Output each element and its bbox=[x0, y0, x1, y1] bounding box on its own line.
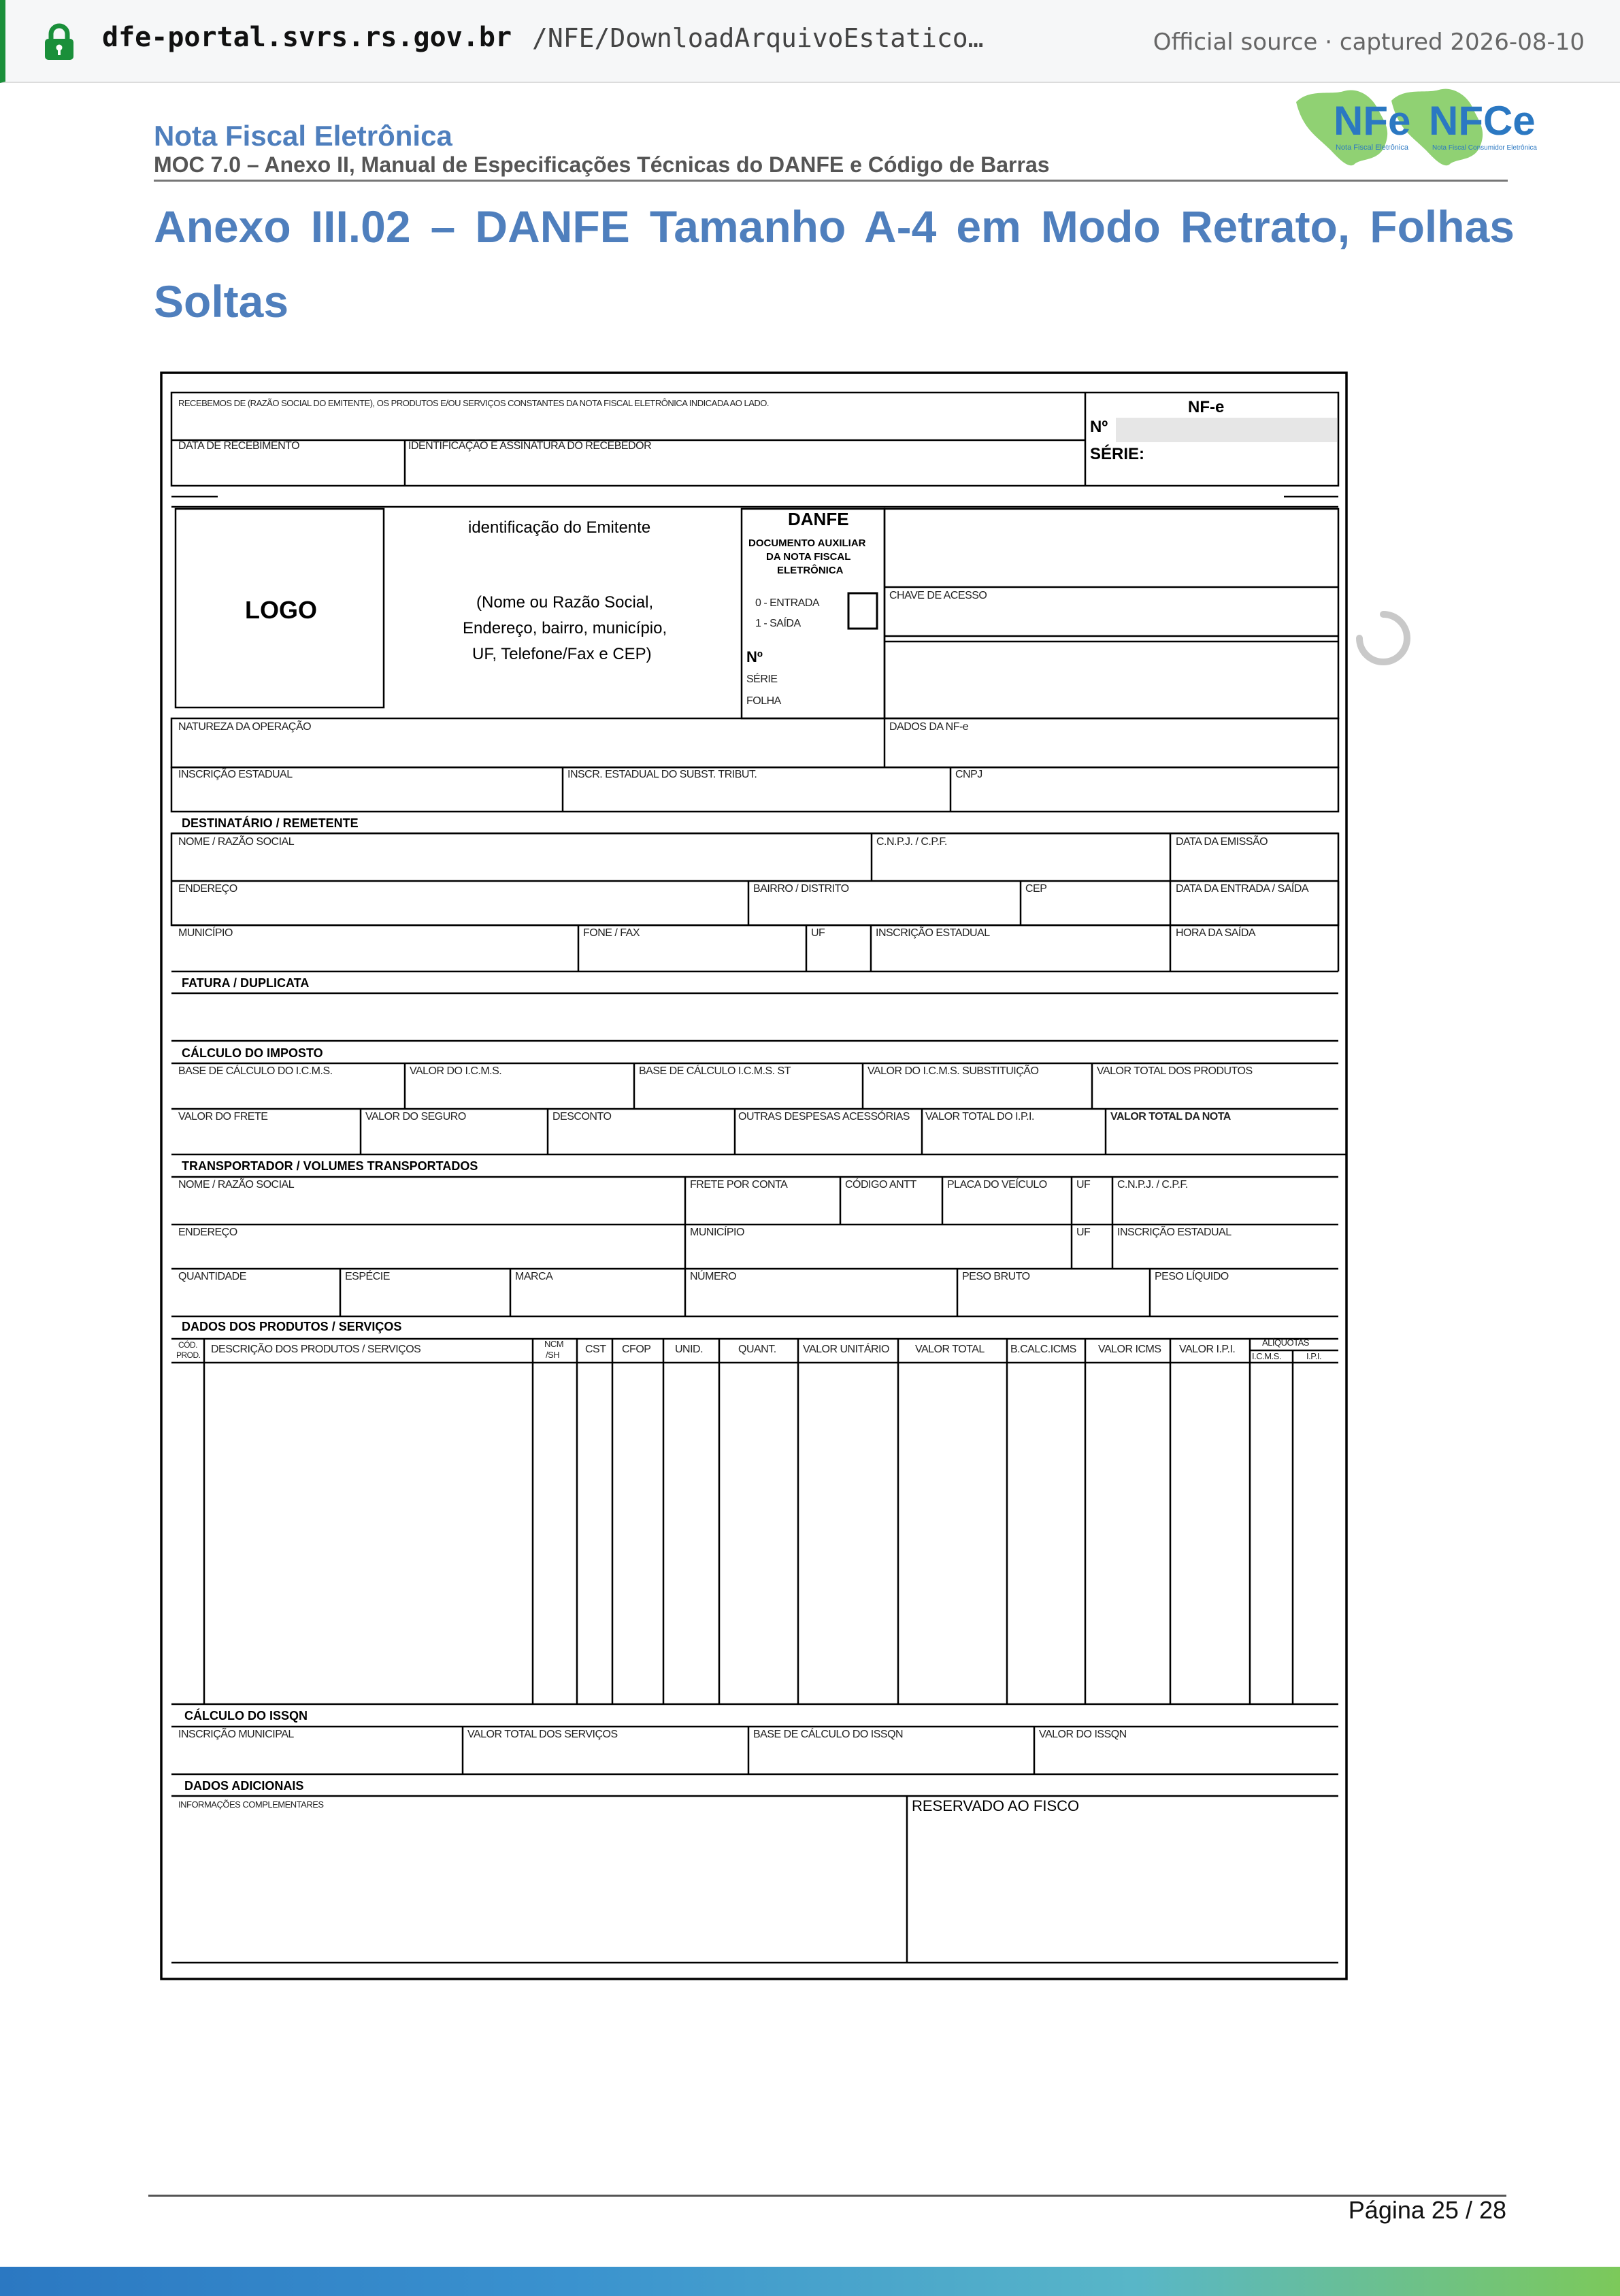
transp-placa: PLACA DO VEÍCULO bbox=[947, 1179, 1047, 1191]
transp-inscricao: INSCRIÇÃO ESTADUAL bbox=[1117, 1227, 1231, 1238]
dest-municipio-label: MUNICÍPIO bbox=[178, 927, 233, 939]
canhoto-data-recebimento: DATA DE RECEBIMENTO bbox=[178, 440, 300, 452]
emitente-detalhe-3: UF, Telefone/Fax e CEP) bbox=[472, 645, 652, 663]
emitente-logo-placeholder: LOGO bbox=[245, 596, 317, 624]
dest-cnpj-label: C.N.P.J. / C.P.F. bbox=[876, 836, 947, 848]
transp-endereco: ENDEREÇO bbox=[178, 1227, 237, 1238]
transp-numero: NÚMERO bbox=[690, 1271, 737, 1282]
page-number: Página 25 / 28 bbox=[1348, 2196, 1506, 2224]
danfe-folha: FOLHA bbox=[746, 695, 781, 707]
transp-quantidade: QUANTIDADE bbox=[178, 1271, 246, 1282]
adicionais-info-complementares: INFORMAÇÕES COMPLEMENTARES bbox=[178, 1799, 324, 1810]
adicionais-reservado-fisco: RESERVADO AO FISCO bbox=[912, 1797, 1080, 1814]
transp-uf-2: UF bbox=[1076, 1227, 1091, 1238]
transp-frete-conta: FRETE POR CONTA bbox=[690, 1179, 788, 1191]
inscricao-estadual-label: INSCRIÇÃO ESTADUAL bbox=[178, 769, 293, 780]
transp-nome: NOME / RAZÃO SOCIAL bbox=[178, 1179, 295, 1191]
logo-nfe-small: Nota Fiscal Eletrônica bbox=[1336, 144, 1408, 152]
transp-cnpj: C.N.P.J. / C.P.F. bbox=[1117, 1179, 1188, 1191]
canhoto-serie-label: SÉRIE: bbox=[1090, 445, 1145, 463]
emitente-detalhe-2: Endereço, bairro, município, bbox=[463, 619, 667, 637]
emitente-identificacao: identificação do Emitente bbox=[468, 518, 651, 537]
doc-title: Nota Fiscal Eletrônica bbox=[154, 120, 452, 152]
prod-col-valor-ipi: VALOR I.P.I. bbox=[1179, 1344, 1236, 1355]
canhoto-recebemos: RECEBEMOS DE (RAZÃO SOCIAL DO EMITENTE), OS PRODUTOS E/OU SERVIÇOS CONSTANTES DA NOTA FISCAL ELETRÔNICA INDICADA AO LADO. bbox=[178, 398, 769, 408]
imposto-base-icms: BASE DE CÁLCULO DO I.C.M.S. bbox=[178, 1065, 333, 1077]
insc-subst-label: INSCR. ESTADUAL DO SUBST. TRIBUT. bbox=[567, 769, 757, 780]
imposto-valor-icms: VALOR DO I.C.M.S. bbox=[410, 1065, 502, 1077]
dest-uf-label: UF bbox=[811, 927, 825, 939]
dest-nome-label: NOME / RAZÃO SOCIAL bbox=[178, 836, 295, 848]
imposto-valor-total-ipi: VALOR TOTAL DO I.P.I. bbox=[925, 1111, 1034, 1122]
transp-especie: ESPÉCIE bbox=[345, 1271, 390, 1282]
url-domain[interactable]: dfe-portal.svrs.rs.gov.br bbox=[102, 22, 512, 53]
transp-codigo-antt: CÓDIGO ANTT bbox=[845, 1179, 916, 1191]
prod-col-aliq-icms: I.C.M.S. bbox=[1252, 1351, 1281, 1361]
official-source-note: Official source · captured 2026-08-10 bbox=[1153, 29, 1585, 56]
imposto-valor-seguro: VALOR DO SEGURO bbox=[365, 1111, 466, 1122]
prod-col-aliquotas: ALÍQUOTAS bbox=[1262, 1337, 1309, 1348]
dest-endereco-label: ENDEREÇO bbox=[178, 883, 237, 895]
imposto-valor-frete: VALOR DO FRETE bbox=[178, 1111, 268, 1122]
danfe-sub-3: ELETRÔNICA bbox=[777, 565, 844, 576]
canhoto-numero-label: Nº bbox=[1090, 418, 1108, 436]
calculo-imposto-section: CÁLCULO DO IMPOSTO bbox=[182, 1046, 323, 1060]
logo-nfce-small: Nota Fiscal Consumidor Eletrônica bbox=[1432, 144, 1537, 152]
dest-inscricao-label: INSCRIÇÃO ESTADUAL bbox=[876, 927, 990, 939]
prod-col-valor-total: VALOR TOTAL bbox=[915, 1344, 985, 1355]
prod-col-valor-unitario: VALOR UNITÁRIO bbox=[803, 1344, 889, 1355]
transportador-section: TRANSPORTADOR / VOLUMES TRANSPORTADOS bbox=[182, 1159, 478, 1173]
imposto-outras-despesas: OUTRAS DESPESAS ACESSÓRIAS bbox=[738, 1111, 910, 1122]
transp-peso-bruto: PESO BRUTO bbox=[962, 1271, 1030, 1282]
dest-hora-saida-label: HORA DA SAÍDA bbox=[1176, 927, 1256, 939]
natureza-operacao-label: NATUREZA DA OPERAÇÃO bbox=[178, 721, 312, 733]
prod-col-cst: CST bbox=[585, 1344, 606, 1355]
imposto-base-icms-st: BASE DE CÁLCULO I.C.M.S. ST bbox=[639, 1065, 791, 1077]
danfe-sub-2: DA NOTA FISCAL bbox=[766, 551, 851, 563]
loading-spinner-icon bbox=[1354, 609, 1412, 667]
imposto-desconto: DESCONTO bbox=[552, 1111, 612, 1122]
canhoto-nfe-title: NF-e bbox=[1188, 398, 1225, 416]
danfe-title: DANFE bbox=[788, 509, 849, 529]
cnpj-label: CNPJ bbox=[955, 769, 982, 780]
danfe-numero: Nº bbox=[746, 648, 763, 665]
prod-col-cfop: CFOP bbox=[622, 1344, 651, 1355]
dest-fone-label: FONE / FAX bbox=[583, 927, 640, 939]
prod-col-descricao: DESCRIÇÃO DOS PRODUTOS / SERVIÇOS bbox=[211, 1344, 421, 1355]
footer-rule bbox=[148, 2195, 1506, 2197]
destinatario-section: DESTINATÁRIO / REMETENTE bbox=[182, 816, 359, 830]
dest-data-emissao-label: DATA DA EMISSÃO bbox=[1176, 836, 1268, 848]
prod-col-cod-1: CÓD. bbox=[178, 1340, 197, 1350]
dest-cep-label: CEP bbox=[1025, 883, 1047, 895]
transp-municipio: MUNICÍPIO bbox=[690, 1227, 744, 1238]
prod-col-aliq-ipi: I.P.I. bbox=[1306, 1351, 1322, 1361]
chave-acesso-label: CHAVE DE ACESSO bbox=[889, 590, 987, 601]
logo-nfce-text: NFCe bbox=[1429, 98, 1536, 144]
adicionais-section: DADOS ADICIONAIS bbox=[184, 1779, 304, 1793]
url-path[interactable]: /NFE/DownloadArquivoEstatico… bbox=[532, 23, 984, 53]
prod-col-cod-2: PROD. bbox=[176, 1350, 201, 1360]
prod-col-ncm: NCM bbox=[544, 1339, 564, 1349]
issqn-inscricao-municipal: INSCRIÇÃO MUNICIPAL bbox=[178, 1729, 294, 1740]
doc-subtitle: MOC 7.0 – Anexo II, Manual de Especificações Técnicas do DANFE e Código de Barras bbox=[154, 152, 1050, 177]
danfe-saida: 1 - SAÍDA bbox=[755, 618, 801, 629]
bottom-gradient-band bbox=[0, 2267, 1620, 2296]
numero-placeholder bbox=[1116, 418, 1337, 442]
danfe-entrada: 0 - ENTRADA bbox=[755, 597, 820, 609]
dest-bairro-label: BAIRRO / DISTRITO bbox=[753, 883, 849, 895]
produtos-section: DADOS DOS PRODUTOS / SERVIÇOS bbox=[182, 1320, 402, 1333]
prod-col-quant: QUANT. bbox=[738, 1344, 776, 1355]
issqn-valor: VALOR DO ISSQN bbox=[1039, 1729, 1127, 1740]
canhoto-identificacao: IDENTIFICAÇÃO E ASSINATURA DO RECEBEDOR bbox=[408, 440, 652, 452]
page-heading: Anexo III.02 – DANFE Tamanho A-4 em Modo Retrato, Folhas Soltas bbox=[154, 201, 1515, 327]
prod-col-unid: UNID. bbox=[675, 1344, 704, 1355]
danfe-serie: SÉRIE bbox=[746, 673, 778, 685]
transp-peso-liquido: PESO LÍQUIDO bbox=[1155, 1271, 1229, 1282]
dados-nfe-label: DADOS DA NF-e bbox=[889, 721, 969, 733]
imposto-valor-total-produtos: VALOR TOTAL DOS PRODUTOS bbox=[1097, 1065, 1253, 1077]
prod-col-bcalc-icms: B.CALC.ICMS bbox=[1010, 1344, 1076, 1355]
issqn-section: CÁLCULO DO ISSQN bbox=[184, 1709, 308, 1723]
transp-uf: UF bbox=[1076, 1179, 1091, 1191]
transp-marca: MARCA bbox=[515, 1271, 553, 1282]
logo-nfe-text: NFe bbox=[1334, 98, 1411, 144]
imposto-valor-icms-subst: VALOR DO I.C.M.S. SUBSTITUIÇÃO bbox=[867, 1065, 1039, 1077]
issqn-valor-servicos: VALOR TOTAL DOS SERVIÇOS bbox=[467, 1729, 618, 1740]
issqn-base-calculo: BASE DE CÁLCULO DO ISSQN bbox=[753, 1729, 904, 1740]
prod-col-sh: /SH bbox=[546, 1350, 560, 1360]
emitente-detalhe-1: (Nome ou Razão Social, bbox=[476, 593, 654, 612]
danfe-sub-1: DOCUMENTO AUXILIAR bbox=[748, 537, 866, 549]
imposto-valor-total-nota: VALOR TOTAL DA NOTA bbox=[1110, 1111, 1231, 1122]
prod-col-valor-icms: VALOR ICMS bbox=[1098, 1344, 1161, 1355]
fatura-section: FATURA / DUPLICATA bbox=[182, 976, 310, 990]
dest-data-entrada-label: DATA DA ENTRADA / SAÍDA bbox=[1176, 883, 1309, 895]
